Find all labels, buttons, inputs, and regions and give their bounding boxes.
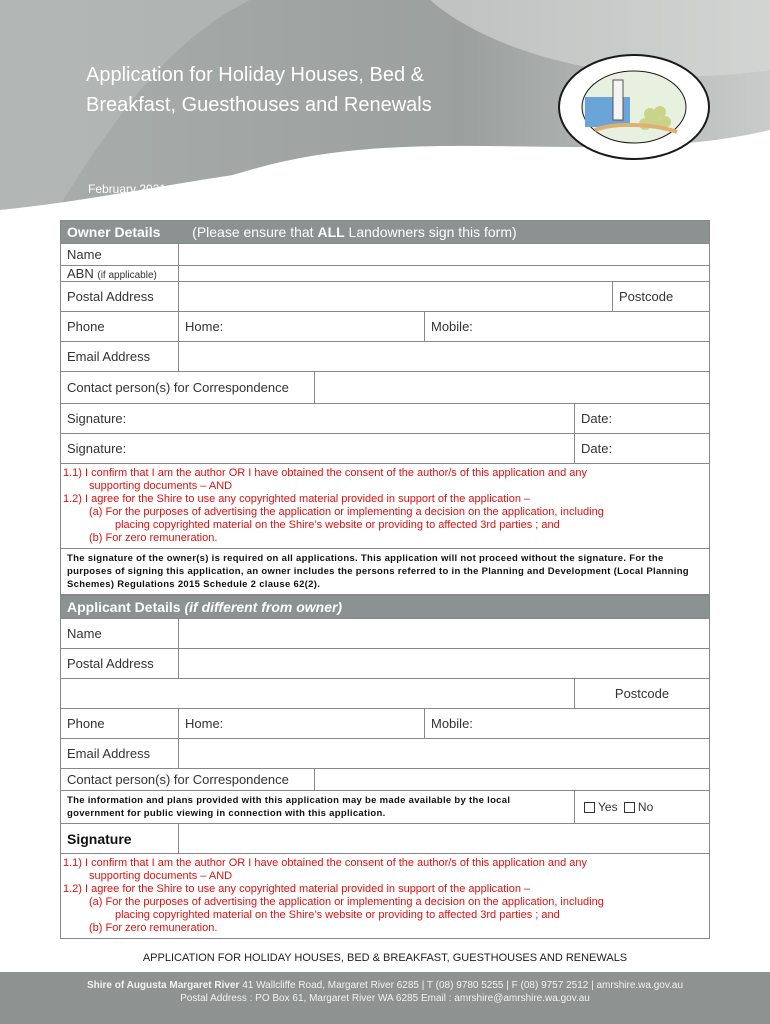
applicant-signature-header: Signature bbox=[61, 824, 179, 854]
shire-seal-logo bbox=[555, 52, 713, 162]
applicant-phone-label: Phone bbox=[61, 709, 179, 739]
applicant-contact-label: Contact person(s) for Correspondence bbox=[61, 769, 315, 791]
applicant-name-field[interactable] bbox=[179, 619, 710, 649]
owner-home-field[interactable]: Home: bbox=[179, 312, 425, 342]
owner-abn-label: ABN (if applicable) bbox=[61, 266, 179, 282]
applicant-name-label: Name bbox=[61, 619, 179, 649]
owner-phone-label: Phone bbox=[61, 312, 179, 342]
publish-date: February 2021 bbox=[88, 182, 167, 196]
owner-postal-field[interactable] bbox=[179, 282, 613, 312]
public-viewing-notice: The information and plans provided with this application may be made available by the local government for public viewing in connection with this application. bbox=[61, 791, 575, 824]
public-viewing-choice bbox=[575, 791, 710, 824]
department-label: Planning and Development Services bbox=[300, 182, 507, 196]
owner-mobile-field[interactable]: Mobile: bbox=[425, 312, 710, 342]
no-checkbox[interactable] bbox=[624, 802, 635, 813]
applicant-email-label: Email Address bbox=[61, 739, 179, 769]
applicant-consent-block: 1.1) I confirm that I am the author OR I have obtained the consent of the author/s of this application and any supporting documents – AND 1.2) I agree for the Shire to use any copyrighted material provided in support of the application – (a) For the purposes of advertising the application or implementing a decision on the application, including placing copyrighted material on the Shire’s website or providing to affected 3rd parties ; and (b) For zero remuneration. bbox=[61, 854, 710, 939]
footer-org: Shire of Augusta Margaret River bbox=[86, 980, 240, 991]
applicant-details-table bbox=[60, 595, 710, 939]
applicant-mobile-field[interactable]: Mobile: bbox=[425, 709, 710, 739]
owner-details-table bbox=[60, 220, 710, 595]
footer-bar bbox=[0, 972, 770, 1024]
footer-contact-line: Shire of Augusta Margaret River 41 Wallcliffe Road, Margaret River 6285 | T (08) 9780 5255 | F (08) 9757 2512 | amrshire.wa.gov.au bbox=[86, 980, 684, 991]
applicant-postal-field[interactable] bbox=[179, 649, 710, 679]
owner-signature-2[interactable]: Signature: bbox=[61, 434, 575, 464]
owner-signature-1[interactable]: Signature: bbox=[61, 404, 575, 434]
owner-name-label: Name bbox=[61, 244, 179, 266]
applicant-postal-label: Postal Address bbox=[61, 649, 179, 679]
owner-section-note: (Please ensure that ALL Landowners sign this form) bbox=[192, 224, 517, 240]
applicant-postal-field-2[interactable] bbox=[61, 679, 575, 709]
application-form bbox=[60, 220, 709, 939]
owner-date-1[interactable]: Date: bbox=[575, 404, 710, 434]
owner-consent-block: 1.1) I confirm that I am the author OR I have obtained the consent of the author/s of this application and any supporting documents – AND 1.2) I agree for the Shire to use any copyrighted material provided in support of the application – (a) For the purposes of advertising the application or implementing a decision on the application, including placing copyrighted material on the Shire’s website or providing to affected 3rd parties ; and (b) For zero remuneration. bbox=[61, 464, 710, 549]
yes-checkbox[interactable] bbox=[584, 802, 595, 813]
applicant-contact-field[interactable] bbox=[315, 769, 710, 791]
no-label: No bbox=[637, 800, 654, 814]
owner-postcode-label: Postcode bbox=[613, 282, 710, 312]
footer-document-title: APPLICATION FOR HOLIDAY HOUSES, BED & BREAKFAST, GUESTHOUSES AND RENEWALS bbox=[142, 952, 628, 964]
owner-date-2[interactable]: Date: bbox=[575, 434, 710, 464]
applicant-home-field[interactable]: Home: bbox=[179, 709, 425, 739]
applicant-section-header: Applicant Details (if different from owner) bbox=[61, 596, 710, 619]
footer-postal-line: Postal Address : PO Box 61, Margaret River WA 6285 Email : amrshire@amrshire.wa.gov.au bbox=[180, 993, 590, 1004]
page-title bbox=[86, 60, 556, 120]
applicant-signature-field[interactable] bbox=[179, 824, 710, 854]
owner-signature-note: The signature of the owner(s) is required on all applications. This application will not proceed without the signature. For the purposes of signing this application, an owner includes the persons referred to in the Planning and Development (Local Planning Schemes) Regulations 2015 Schedule 2 clause 62(2). bbox=[61, 549, 710, 595]
owner-section-header bbox=[61, 221, 710, 244]
owner-contact-field[interactable] bbox=[315, 372, 710, 404]
owner-postal-label: Postal Address bbox=[61, 282, 179, 312]
owner-name-field[interactable] bbox=[179, 244, 710, 266]
owner-section-title: Owner Details bbox=[67, 224, 161, 240]
title-line-1: Application for Holiday Houses, Bed & bbox=[86, 64, 424, 86]
title-line-2: Breakfast, Guesthouses and Renewals bbox=[86, 94, 432, 116]
owner-email-label: Email Address bbox=[61, 342, 179, 372]
owner-abn-field[interactable] bbox=[179, 266, 710, 282]
applicant-email-field[interactable] bbox=[179, 739, 710, 769]
yes-label: Yes bbox=[598, 800, 618, 814]
owner-contact-label: Contact person(s) for Correspondence bbox=[61, 372, 315, 404]
applicant-postcode-label: Postcode bbox=[575, 679, 710, 709]
owner-email-field[interactable] bbox=[179, 342, 710, 372]
